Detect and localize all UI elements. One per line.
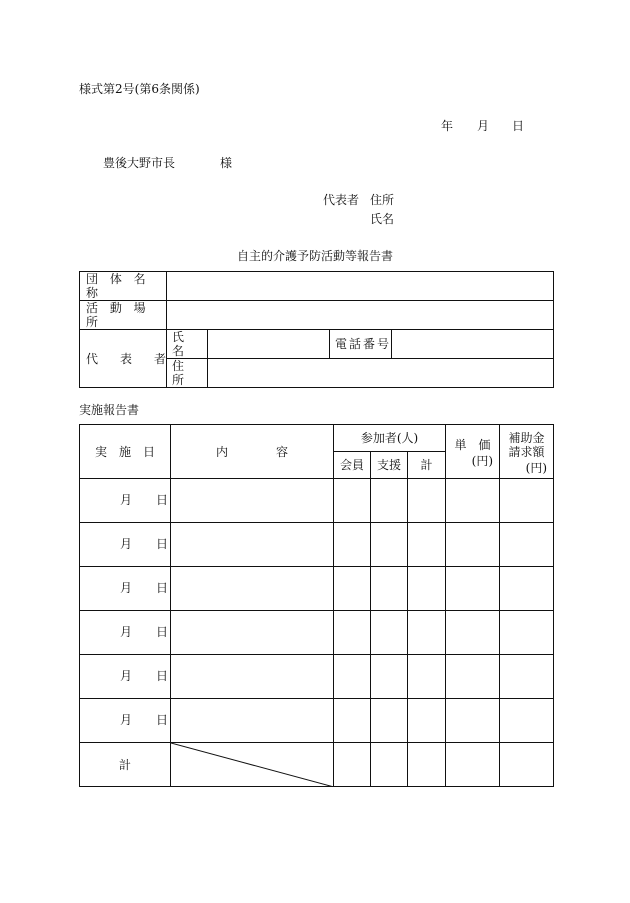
subsidy-cell[interactable] [500,699,554,743]
col-unit-price-header: 単 価 (円) [446,425,500,479]
support-cell[interactable] [371,611,408,655]
representative-cell-label: 代 表 者 [80,330,167,388]
unit-price-cell[interactable] [446,699,500,743]
table-row [80,611,554,655]
unit-price-cell[interactable] [446,655,500,699]
content-total-diagonal-cell [171,743,334,787]
date-month-label: 月 [477,119,490,133]
phone-label: 電話番号 [330,330,392,359]
subsidy-cell[interactable] [500,523,554,567]
unit-price-cell[interactable] [446,479,500,523]
member-cell[interactable] [334,611,371,655]
report-header-row [80,425,554,452]
activity-place-field[interactable] [167,301,554,330]
support-cell[interactable] [371,699,408,743]
total-row-label: 計 [80,743,171,787]
subsidy-total-cell[interactable] [500,743,554,787]
total-total-cell[interactable] [408,743,446,787]
support-cell[interactable] [371,655,408,699]
rep-name-label: 氏 名 [167,330,208,359]
group-name-field[interactable] [167,272,554,301]
total-cell[interactable] [408,611,446,655]
total-cell[interactable] [408,655,446,699]
rep-address-label: 住 所 [167,359,208,388]
subsidy-cell[interactable] [500,611,554,655]
date-cell[interactable]: 月 日 [80,479,171,523]
unit-price-cell[interactable] [446,611,500,655]
document-title: 自主的介護予防活動等報告書 [236,249,393,263]
member-cell[interactable] [334,567,371,611]
rep-address-field[interactable] [208,359,554,388]
date-day-label: 日 [512,119,525,133]
member-cell[interactable] [334,479,371,523]
col-total-header: 計 [408,452,446,479]
total-row [80,743,554,787]
member-total-cell[interactable] [334,743,371,787]
support-cell[interactable] [371,567,408,611]
subsidy-cell[interactable] [500,567,554,611]
unit-price-cell[interactable] [446,567,500,611]
subsidy-cell[interactable] [500,479,554,523]
table-row [80,655,554,699]
date-year-label: 年 [441,119,454,133]
date-cell[interactable]: 月 日 [80,567,171,611]
representative-name-label: 氏名 [370,212,395,226]
report-table [79,424,554,787]
date-cell[interactable]: 月 日 [80,523,171,567]
total-cell[interactable] [408,699,446,743]
subsidy-cell[interactable] [500,655,554,699]
member-cell[interactable] [334,523,371,567]
support-cell[interactable] [371,523,408,567]
col-content-header: 内 容 [171,425,334,479]
diagonal-stroke [171,743,334,787]
representative-name-row [80,330,554,359]
content-cell[interactable] [171,567,334,611]
content-cell[interactable] [171,611,334,655]
content-cell[interactable] [171,523,334,567]
col-support-header: 支援 [371,452,408,479]
representative-address-label: 住所 [370,193,395,207]
total-cell[interactable] [408,567,446,611]
addressee-honorific: 様 [220,156,233,170]
col-participants-header: 参加者(人) [334,425,446,452]
member-cell[interactable] [334,655,371,699]
support-total-cell[interactable] [371,743,408,787]
activity-place-row [80,301,554,330]
table-row [80,699,554,743]
phone-field[interactable] [392,330,554,359]
content-cell[interactable] [171,655,334,699]
content-cell[interactable] [171,699,334,743]
total-cell[interactable] [408,479,446,523]
activity-place-label: 活 動 場 所 [80,301,167,330]
diagonal-line [171,743,334,787]
rep-name-field[interactable] [208,330,330,359]
representative-label: 代表者 [323,193,360,207]
content-cell[interactable] [171,479,334,523]
group-name-row [80,272,554,301]
section-title: 実施報告書 [79,403,140,417]
col-date-header: 実 施 日 [80,425,171,479]
total-cell[interactable] [408,523,446,567]
support-cell[interactable] [371,479,408,523]
date-cell[interactable]: 月 日 [80,611,171,655]
table-row [80,567,554,611]
unit-price-cell[interactable] [446,523,500,567]
table-row [80,523,554,567]
organization-table [79,271,554,388]
group-name-label: 団 体 名 称 [80,272,167,301]
col-member-header: 会員 [334,452,371,479]
date-cell[interactable]: 月 日 [80,655,171,699]
col-subsidy-header: 補助金 請求額 (円) [500,425,554,479]
unit-price-total-cell[interactable] [446,743,500,787]
member-cell[interactable] [334,699,371,743]
date-cell[interactable]: 月 日 [80,699,171,743]
table-row [80,479,554,523]
form-number: 様式第2号(第6条関係) [79,82,200,96]
addressee: 豊後大野市長 [103,156,176,170]
